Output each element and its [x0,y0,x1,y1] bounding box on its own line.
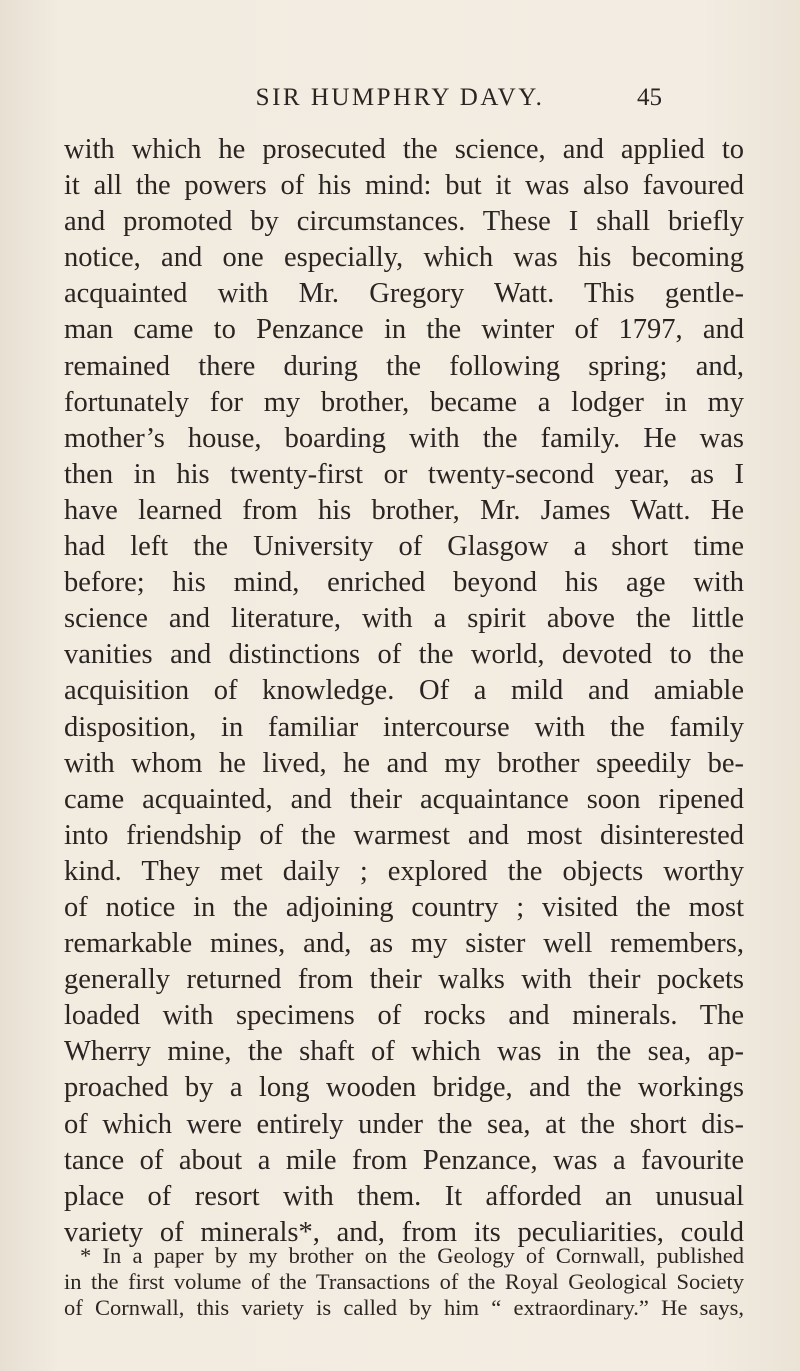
text-line: science and literature, with a spirit above the little [64,603,744,635]
text-line: before; his mind, enriched beyond his age with [64,567,744,599]
text-line: then in his twenty-first or twenty-second year, as I [64,458,744,490]
text-line: tance of about a mile from Penzance, was a favourite [64,1144,744,1176]
running-head: SIR HUMPHRY DAVY. [255,84,545,111]
body-text [64,132,744,1251]
text-line: acquainted with Mr. Gregory Watt. This gentle- [64,278,744,310]
text-line: disposition, in familiar intercourse with the family [64,711,744,743]
text-line: loaded with specimens of rocks and minerals. The [64,1000,744,1032]
text-line: generally returned from their walks with their pockets [64,964,744,996]
text-line: place of resort with them. It afforded an unusual [64,1180,744,1212]
text-line: proached by a long wooden bridge, and the workings [64,1072,744,1104]
text-line: with which he prosecuted the science, and applied to [64,134,744,165]
text-line: have learned from his brother, Mr. James Watt. He [64,494,744,526]
footnote-line: * In a paper by my brother on the Geology of Cornwall, published [80,1243,744,1268]
text-line: and promoted by circumstances. These I shall briefly [64,206,744,238]
text-line: came acquainted, and their acquaintance soon ripened [64,783,744,815]
text-line: remained there during the following spring; and, [64,350,744,382]
text-line: into friendship of the warmest and most disinterested [64,819,744,851]
text-line: had left the University of Glasgow a short time [64,531,744,563]
page-header [0,84,800,124]
text-line: vanities and distinctions of the world, devoted to the [64,639,744,671]
text-line: Wherry mine, the shaft of which was in the sea, ap- [64,1036,744,1068]
text-line: acquisition of knowledge. Of a mild and amiable [64,675,744,707]
footnote [64,1243,744,1321]
text-line: with whom he lived, he and my brother speedily be- [64,747,744,779]
text-line: of which were entirely under the sea, at the short dis- [64,1108,744,1140]
text-line: fortunately for my brother, became a lodger in my [64,386,744,418]
page-number: 45 [637,84,662,111]
text-line: of notice in the adjoining country ; visited the most [64,891,744,923]
text-line: man came to Penzance in the winter of 1797, and [64,314,744,346]
text-line: notice, and one especially, which was his becoming [64,242,744,274]
text-line: it all the powers of his mind: but it was also favoured [64,170,744,202]
text-line: variety of minerals*, and, from its peculiarities, could [64,1216,744,1248]
text-line: kind. They met daily ; explored the objects worthy [64,855,744,887]
text-line: mother’s house, boarding with the family. He was [64,422,744,454]
footnote-line: in the first volume of the Transactions of the Royal Geological Society [64,1269,744,1294]
footnote-line: of Cornwall, this variety is called by him “ extraordinary.” He says, [64,1295,744,1320]
text-line: remarkable mines, and, as my sister well remembers, [64,928,744,960]
